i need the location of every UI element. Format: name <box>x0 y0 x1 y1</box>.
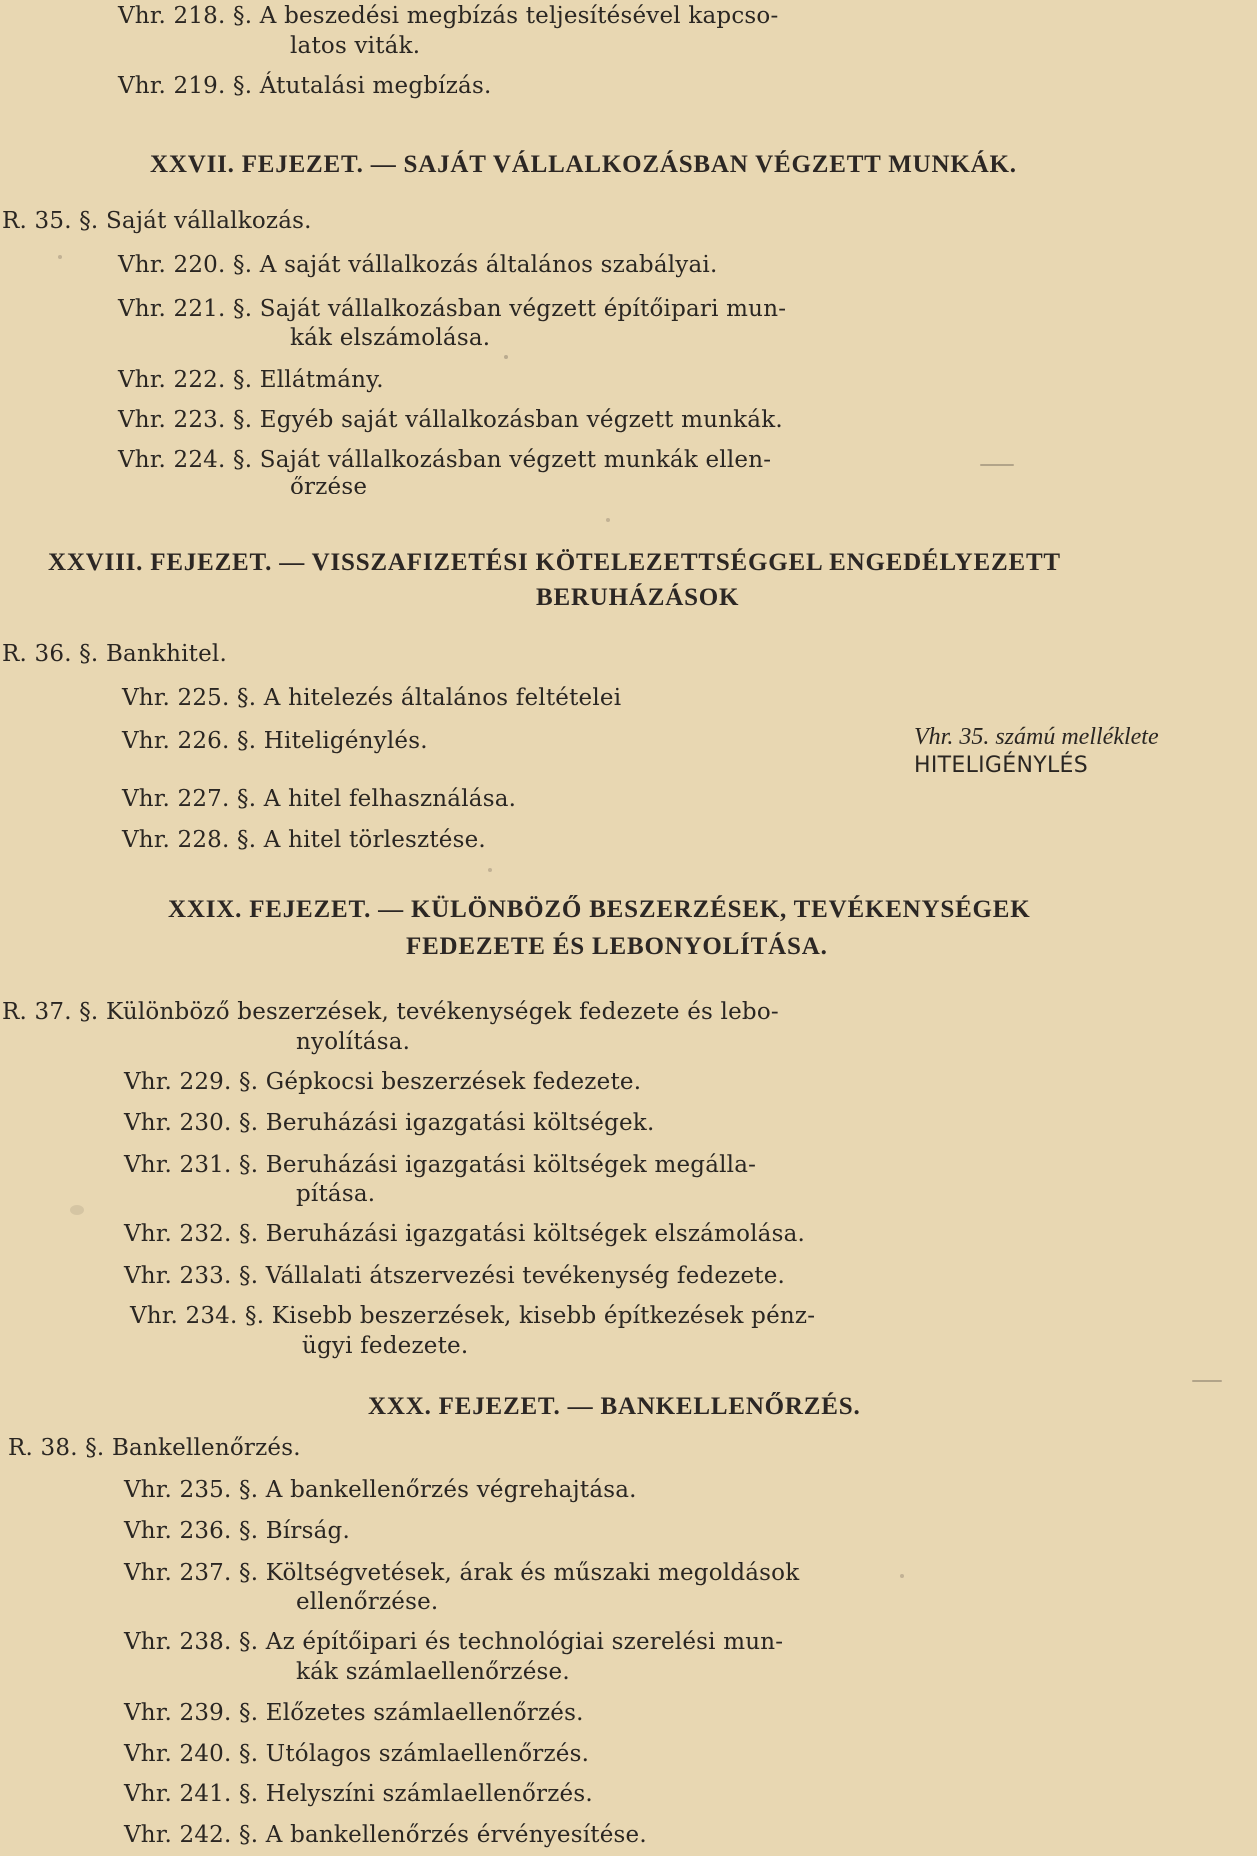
entry-vhr-218-cont: latos viták. <box>290 33 421 59</box>
entry-vhr-224-cont: őrzése <box>290 476 368 494</box>
entry-vhr-228: Vhr. 228. §. A hitel törlesztése. <box>122 827 486 853</box>
chapter-xxx-heading: XXX. FEJEZET. — BANKELLENŐRZÉS. <box>368 1393 861 1420</box>
entry-vhr-220: Vhr. 220. §. A saját vállalkozás általános szabályai. <box>118 252 718 278</box>
paper-speck <box>606 518 610 522</box>
entry-vhr-231-cont: pítása. <box>296 1181 376 1207</box>
paper-mark <box>980 464 1014 466</box>
entry-vhr-224: Vhr. 224. §. Saját vállalkozásban végzett munkák ellen- <box>118 447 772 473</box>
entry-vhr-235: Vhr. 235. §. A bankellenőrzés végrehajtása. <box>124 1477 637 1503</box>
entry-vhr-221-cont: kák elszámolása. <box>290 325 491 351</box>
entry-vhr-231: Vhr. 231. §. Beruházási igazgatási költségek megálla- <box>124 1152 757 1178</box>
chapter-xxviii-heading-cont: BERUHÁZÁSOK <box>536 584 740 611</box>
paper-mark <box>1192 1380 1222 1382</box>
entry-vhr-241: Vhr. 241. §. Helyszíni számlaellenőrzés. <box>124 1781 593 1807</box>
entry-vhr-237-cont: ellenőrzése. <box>296 1589 439 1615</box>
chapter-xxix-heading-cont: FEDEZETE ÉS LEBONYOLÍTÁSA. <box>406 933 828 960</box>
entry-vhr-227: Vhr. 227. §. A hitel felhasználása. <box>122 786 517 812</box>
entry-vhr-230: Vhr. 230. §. Beruházási igazgatási költségek. <box>124 1110 655 1136</box>
entry-vhr-240: Vhr. 240. §. Utólagos számlaellenőrzés. <box>124 1741 590 1767</box>
entry-vhr-222: Vhr. 222. §. Ellátmány. <box>118 367 384 393</box>
entry-vhr-219: Vhr. 219. §. Átutalási megbízás. <box>118 73 492 99</box>
entry-vhr-229: Vhr. 229. §. Gépkocsi beszerzések fedezete. <box>124 1069 642 1095</box>
entry-vhr-221: Vhr. 221. §. Saját vállalkozásban végzett építőipari mun- <box>118 296 787 322</box>
entry-r-36: R. 36. §. Bankhitel. <box>2 641 228 667</box>
entry-vhr-236: Vhr. 236. §. Bírság. <box>124 1518 350 1544</box>
chapter-xxviii-heading: XXVIII. FEJEZET. — VISSZAFIZETÉSI KÖTELEZETTSÉGGEL ENGEDÉLYEZETT <box>48 549 1061 576</box>
annex-title: HITELIGÉNYLÉS <box>914 753 1088 778</box>
entry-vhr-238: Vhr. 238. §. Az építőipari és technológiai szerelési mun- <box>124 1629 784 1655</box>
entry-vhr-242: Vhr. 242. §. A bankellenőrzés érvényesítése. <box>124 1822 647 1848</box>
entry-vhr-234-cont: ügyi fedezete. <box>302 1333 469 1359</box>
paper-speck <box>58 255 62 259</box>
paper-speck <box>70 1205 84 1215</box>
entry-vhr-232: Vhr. 232. §. Beruházási igazgatási költségek elszámolása. <box>124 1221 806 1247</box>
entry-vhr-233: Vhr. 233. §. Vállalati átszervezési tevékenység fedezete. <box>124 1263 786 1289</box>
paper-speck <box>504 355 508 359</box>
entry-r-37: R. 37. §. Különböző beszerzések, tevékenységek fedezete és lebo- <box>2 999 779 1025</box>
paper-speck <box>900 1574 904 1578</box>
annex-reference: Vhr. 35. számú melléklete <box>914 724 1159 750</box>
entry-vhr-218: Vhr. 218. §. A beszedési megbízás teljesítésével kapcso- <box>118 3 779 29</box>
entry-r-35: R. 35. §. Saját vállalkozás. <box>2 208 312 234</box>
entry-vhr-237: Vhr. 237. §. Költségvetések, árak és műszaki megoldások <box>124 1560 800 1586</box>
entry-r-37-cont: nyolítása. <box>296 1029 411 1055</box>
entry-vhr-225: Vhr. 225. §. A hitelezés általános feltételei <box>122 685 622 711</box>
chapter-xxvii-heading: XXVII. FEJEZET. — SAJÁT VÁLLALKOZÁSBAN VÉGZETT MUNKÁK. <box>150 151 1017 178</box>
entry-vhr-226: Vhr. 226. §. Hiteligénylés. <box>122 728 428 754</box>
entry-vhr-238-cont: kák számlaellenőrzése. <box>296 1659 570 1685</box>
entry-vhr-223: Vhr. 223. §. Egyéb saját vállalkozásban végzett munkák. <box>118 407 783 433</box>
chapter-xxix-heading: XXIX. FEJEZET. — KÜLÖNBÖZŐ BESZERZÉSEK, TEVÉKENYSÉGEK <box>168 896 1031 923</box>
entry-vhr-239: Vhr. 239. §. Előzetes számlaellenőrzés. <box>124 1700 584 1726</box>
entry-r-38: R. 38. §. Bankellenőrzés. <box>8 1435 301 1461</box>
entry-vhr-234: Vhr. 234. §. Kisebb beszerzések, kisebb építkezések pénz- <box>130 1303 816 1329</box>
paper-speck <box>488 868 492 872</box>
